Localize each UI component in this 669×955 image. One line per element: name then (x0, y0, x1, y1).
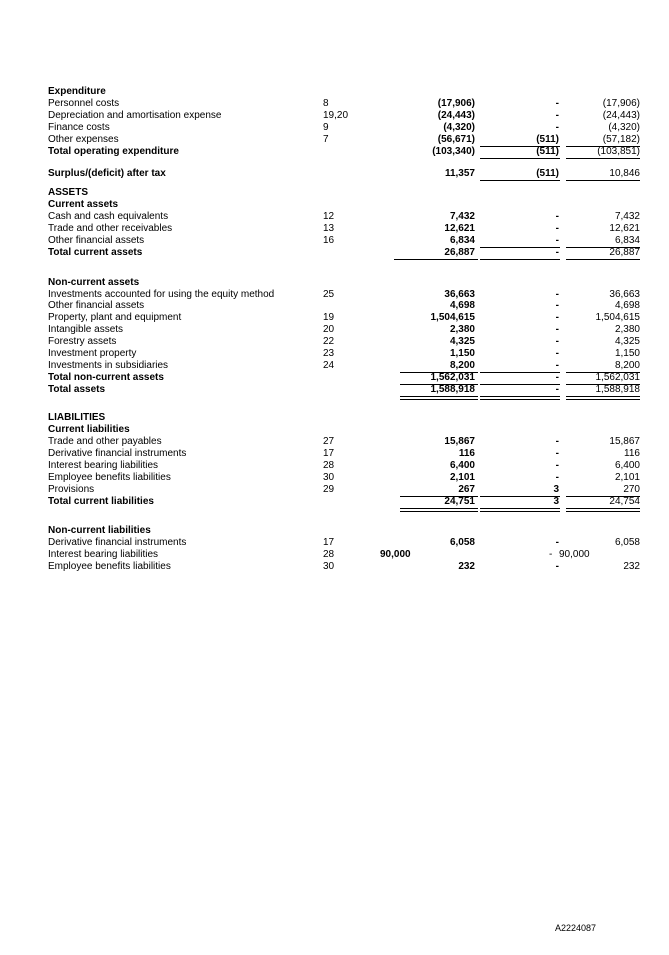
row-label: Interest bearing liabilities (48, 460, 159, 471)
row-label: Intangible assets (48, 324, 124, 335)
row-value-col1: 4,698 (449, 300, 475, 311)
total-value-col1: 1,588,918 (430, 384, 475, 395)
row-label: Forestry assets (48, 336, 117, 347)
row-value-col2: - (555, 436, 559, 447)
row-note: 22 (323, 336, 335, 347)
row-note: 12 (323, 211, 335, 222)
row-value-col1: 12,621 (444, 223, 475, 234)
row-value-col1: 267 (458, 484, 475, 495)
row-value-col2: - (555, 98, 559, 109)
table-row (0, 336, 669, 348)
row-value-col3: 116 (624, 448, 640, 459)
row-value-col1: 90,000 (380, 549, 411, 560)
row-value-col3: 1,504,615 (595, 312, 640, 323)
row-value-col1: (24,443) (437, 110, 475, 121)
table-row (0, 134, 669, 146)
section-heading (0, 86, 669, 98)
double-underline (566, 508, 640, 512)
row-value-col3: (17,906) (602, 98, 640, 109)
row-value-col3: 36,663 (609, 289, 640, 300)
row-value-col1: 1,504,615 (430, 312, 475, 323)
row-value-col2: - (555, 348, 559, 359)
subsection-heading (0, 424, 669, 436)
row-note: 17 (323, 537, 335, 548)
subsection-heading (0, 199, 669, 211)
total-label: Total current liabilities (48, 496, 154, 507)
row-note: 25 (323, 289, 335, 300)
total-row (0, 384, 669, 396)
row-value-col1: 7,432 (449, 211, 475, 222)
row-label: Investments in subsidiaries (48, 360, 169, 371)
row-value-col2: (511) (536, 134, 559, 145)
document-code: A2224087 (555, 923, 597, 933)
total-row (0, 247, 669, 259)
table-row (0, 235, 669, 247)
total-value-col2: - (555, 372, 559, 383)
row-note: 13 (323, 223, 335, 234)
row-value-col2: - (555, 537, 559, 548)
row-label: Personnel costs (48, 98, 120, 109)
row-label: Trade and other payables (48, 436, 162, 447)
double-underline (480, 396, 560, 400)
total-value-col2: (511) (536, 146, 559, 157)
total-row (0, 496, 669, 508)
row-value-col1: (17,906) (437, 98, 475, 109)
row-value-col3: 2,380 (614, 324, 640, 335)
table-row (0, 436, 669, 448)
total-label: Total non-current assets (48, 372, 164, 383)
row-value-col2: - (555, 235, 559, 246)
row-label: Provisions (48, 484, 95, 495)
row-value-col2: - (555, 110, 559, 121)
row-value-col2: - (555, 324, 559, 335)
row-note: 28 (323, 460, 335, 471)
row-value-col2: - (555, 289, 559, 300)
row-note: 24 (323, 360, 335, 371)
row-note: 29 (323, 484, 335, 495)
table-row (0, 312, 669, 324)
row-value-col1: 232 (458, 561, 475, 572)
double-underline (566, 396, 640, 400)
total-value-col3: 1,588,918 (595, 384, 640, 395)
row-label: Other financial assets (48, 300, 145, 311)
row-label: Cash and cash equivalents (48, 211, 169, 222)
row-value-col2: - (555, 122, 559, 133)
row-value-col3: 12,621 (609, 223, 640, 234)
total-value-col1: 26,887 (444, 247, 475, 258)
table-row (0, 348, 669, 360)
row-value-col2: - (555, 448, 559, 459)
total-label: Total operating expenditure (48, 146, 179, 157)
table-row (0, 484, 669, 496)
row-value-col3: (24,443) (602, 110, 640, 121)
row-value-col2: - (555, 472, 559, 483)
underline (480, 158, 560, 159)
current-assets-heading: Current assets (48, 199, 119, 210)
row-label: Depreciation and amortisation expense (48, 110, 222, 121)
row-note: 30 (323, 561, 335, 572)
row-note: 17 (323, 448, 335, 459)
underline (566, 180, 640, 181)
section-heading (0, 412, 669, 424)
total-value-col3: 24,754 (609, 496, 640, 507)
section-heading (0, 187, 669, 199)
total-value-col2: - (555, 247, 559, 258)
row-value-col3: 15,867 (609, 436, 640, 447)
row-note: 7 (323, 134, 329, 145)
row-value-col3: 270 (623, 484, 640, 495)
row-note: 27 (323, 436, 335, 447)
row-label: Investment property (48, 348, 137, 359)
row-value-col3: 232 (623, 561, 640, 572)
row-value-col1: 116 (458, 448, 475, 459)
row-note: 19,20 (323, 110, 349, 121)
subsection-heading (0, 277, 669, 289)
row-note: 19 (323, 312, 335, 323)
underline (566, 259, 640, 260)
row-value-col2: - (555, 312, 559, 323)
noncurrent-assets-heading: Non-current assets (48, 277, 140, 288)
row-label: Derivative financial instruments (48, 448, 187, 459)
total-value-col3: 1,562,031 (595, 372, 640, 383)
double-underline (400, 508, 478, 512)
row-value-col3: 90,000 (559, 549, 590, 560)
row-note: 28 (323, 549, 335, 560)
table-row (0, 472, 669, 484)
row-value-col3: 1,150 (614, 348, 640, 359)
row-value-col2: - (555, 211, 559, 222)
current-liabilities-heading: Current liabilities (48, 424, 130, 435)
row-label: Finance costs (48, 122, 110, 133)
assets-heading: ASSETS (48, 187, 89, 198)
table-row (0, 223, 669, 235)
row-value-col3: 8,200 (614, 360, 640, 371)
row-value-col3: 7,432 (614, 211, 640, 222)
row-label: Employee benefits liabilities (48, 561, 171, 572)
total-value-col3: 26,887 (609, 247, 640, 258)
row-value-col3: 6,834 (614, 235, 640, 246)
table-row (0, 360, 669, 372)
row-note: 8 (323, 98, 329, 109)
row-value-col2: 3 (553, 484, 559, 495)
total-value-col2: 3 (553, 496, 559, 507)
subsection-heading (0, 525, 669, 537)
row-note: 20 (323, 324, 335, 335)
surplus-value-col3: 10,846 (609, 168, 640, 179)
table-row (0, 122, 669, 134)
table-row (0, 98, 669, 110)
row-label: Trade and other receivables (48, 223, 173, 234)
double-underline (480, 508, 560, 512)
row-note: 9 (323, 122, 329, 133)
table-row (0, 110, 669, 122)
surplus-label: Surplus/(deficit) after tax (48, 168, 166, 179)
row-value-col1: 15,867 (444, 436, 475, 447)
row-value-col2: - (555, 300, 559, 311)
row-label: Interest bearing liabilities (48, 549, 159, 560)
row-value-col1: 6,400 (449, 460, 475, 471)
total-row (0, 146, 669, 158)
row-value-col1: 4,325 (449, 336, 475, 347)
total-value-col1: (103,340) (432, 146, 475, 157)
row-note: 30 (323, 472, 335, 483)
row-value-col3: (4,320) (608, 122, 640, 133)
total-label: Total current assets (48, 247, 143, 258)
underline (566, 158, 640, 159)
row-label: Other financial assets (48, 235, 145, 246)
row-label: Investments accounted for using the equity method (48, 289, 275, 300)
row-value-col1: 2,380 (449, 324, 475, 335)
row-label: Other expenses (48, 134, 119, 145)
row-value-col3: 2,101 (614, 472, 640, 483)
row-value-col3: 6,400 (614, 460, 640, 471)
row-value-col1: 6,834 (449, 235, 475, 246)
row-value-col2: - (555, 460, 559, 471)
row-value-col3: 4,325 (614, 336, 640, 347)
table-row (0, 324, 669, 336)
row-value-col2: - (555, 360, 559, 371)
row-value-col1: 8,200 (449, 360, 475, 371)
table-row (0, 448, 669, 460)
total-value-col1: 1,562,031 (430, 372, 475, 383)
row-value-col1: (56,671) (437, 134, 475, 145)
row-value-col1: 1,150 (449, 348, 475, 359)
expenditure-heading: Expenditure (48, 86, 106, 97)
table-row (0, 460, 669, 472)
table-row (0, 549, 669, 561)
total-value-col1: 24,751 (444, 496, 475, 507)
row-value-col1: 36,663 (444, 289, 475, 300)
total-value-col3: (103,851) (597, 146, 640, 157)
underline (394, 259, 478, 260)
double-underline (400, 396, 478, 400)
row-label: Employee benefits liabilities (48, 472, 171, 483)
row-value-col1: (4,320) (443, 122, 475, 133)
row-label: Derivative financial instruments (48, 537, 187, 548)
table-row (0, 211, 669, 223)
row-value-col1: 2,101 (449, 472, 475, 483)
row-value-col3: 4,698 (614, 300, 640, 311)
row-note: 23 (323, 348, 335, 359)
row-value-col2: - (555, 336, 559, 347)
liabilities-heading: LIABILITIES (48, 412, 106, 423)
underline (480, 259, 560, 260)
underline (480, 180, 560, 181)
surplus-value-col2: (511) (536, 168, 559, 179)
row-value-col3: 6,058 (614, 537, 640, 548)
total-value-col2: - (555, 384, 559, 395)
table-row (0, 561, 669, 573)
total-label: Total assets (48, 384, 106, 395)
table-row (0, 300, 669, 312)
row-label: Property, plant and equipment (48, 312, 182, 323)
table-row (0, 537, 669, 549)
row-value-col2: - (555, 223, 559, 234)
row-note: 16 (323, 235, 335, 246)
row-value-col3: (57,182) (602, 134, 640, 145)
row-value-col2: - (549, 549, 553, 560)
row-value-col1: 6,058 (449, 537, 475, 548)
noncurrent-liabilities-heading: Non-current liabilities (48, 525, 151, 536)
total-row (0, 372, 669, 384)
row-value-col2: - (555, 561, 559, 572)
total-row (0, 168, 669, 180)
surplus-value-col1: 11,357 (444, 168, 475, 179)
